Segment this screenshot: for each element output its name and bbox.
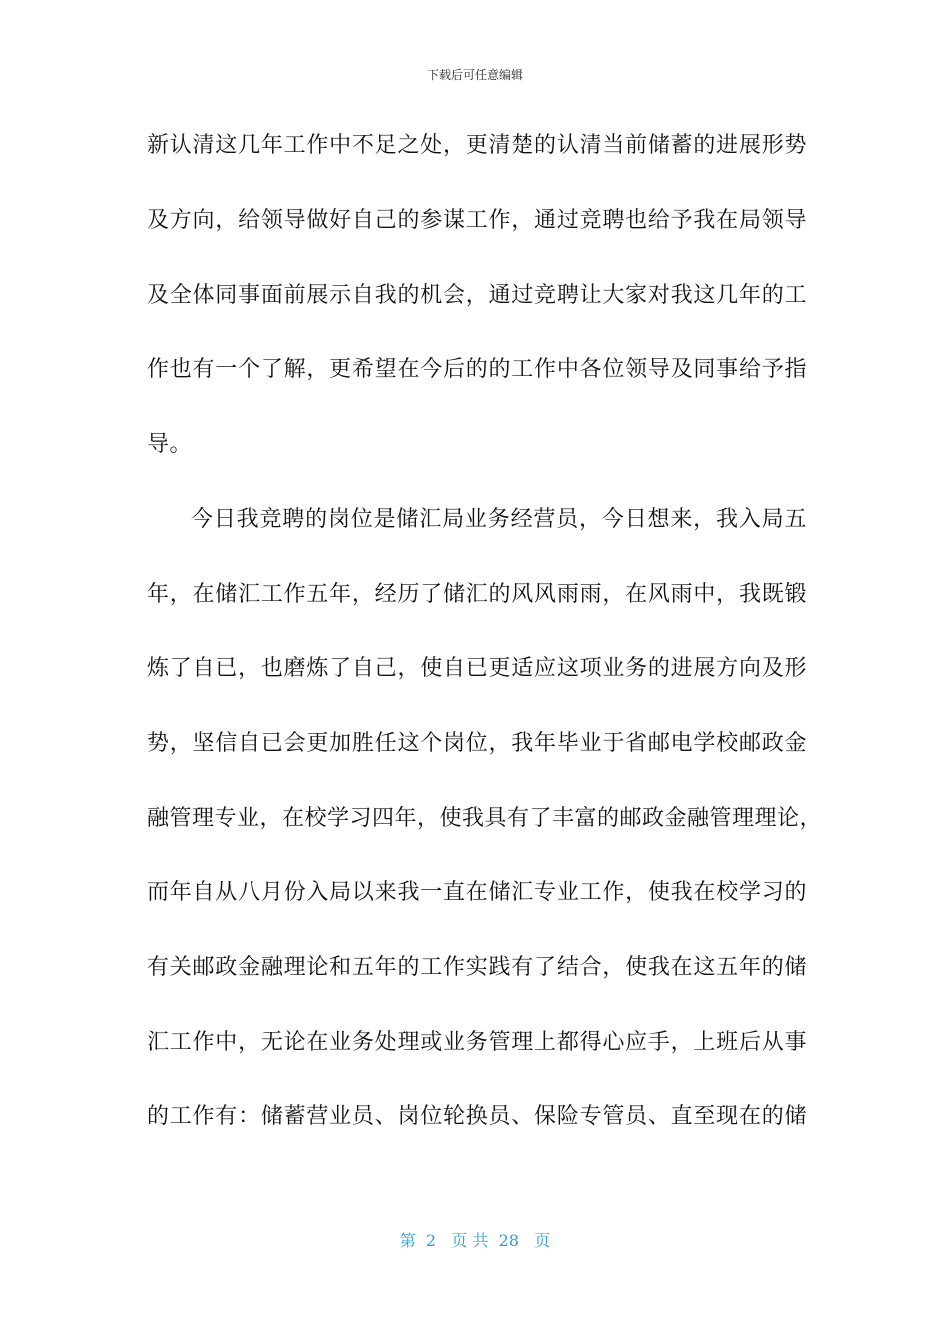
text-line: 新认清这几年工作中不足之处，更清楚的认清当前储蓄的进展形势 [147, 133, 807, 158]
page-header-note: 下载后可任意编辑 [426, 68, 523, 82]
text-line: 及方向，给领导做好自己的参谋工作，通过竞聘也给予我在局领导 [147, 208, 807, 233]
text-line: 而年自从八月份入局以来我一直在储汇专业工作，使我在校学习的 [147, 880, 807, 905]
text-line: 的工作有：储蓄营业员、岗位轮换员、保险专管员、直至现在的储 [147, 1104, 807, 1129]
text-line: 炼了自已，也磨炼了自己，使自已更适应这项业务的进展方向及形 [147, 656, 807, 681]
text-line: 势，坚信自已会更加胜任这个岗位，我年毕业于省邮电学校邮政金 [147, 731, 807, 756]
text-line: 作也有一个了解，更希望在今后的的工作中各位领导及同事给予指 [147, 357, 807, 382]
text-line: 融管理专业，在校学习四年，使我具有了丰富的邮政金融管理理论， [147, 806, 823, 831]
text-line: 及全体同事面前展示自我的机会，通过竞聘让大家对我这几年的工 [147, 283, 807, 308]
text-line: 汇工作中，无论在业务处理或业务管理上都得心应手，上班后从事 [147, 1030, 807, 1055]
text-line: 导。 [147, 432, 193, 457]
text-line: 年，在储汇工作五年，经历了储汇的风风雨雨，在风雨中，我既锻 [147, 582, 807, 607]
text-line: 有关邮政金融理论和五年的工作实践有了结合，使我在这五年的储 [147, 955, 807, 980]
paragraph-first-line: 今日我竞聘的岗位是储汇局业务经营员，今日想来，我入局五 [191, 507, 807, 532]
page-number-footer: 第 2 页 共 28 页 [399, 1231, 551, 1250]
